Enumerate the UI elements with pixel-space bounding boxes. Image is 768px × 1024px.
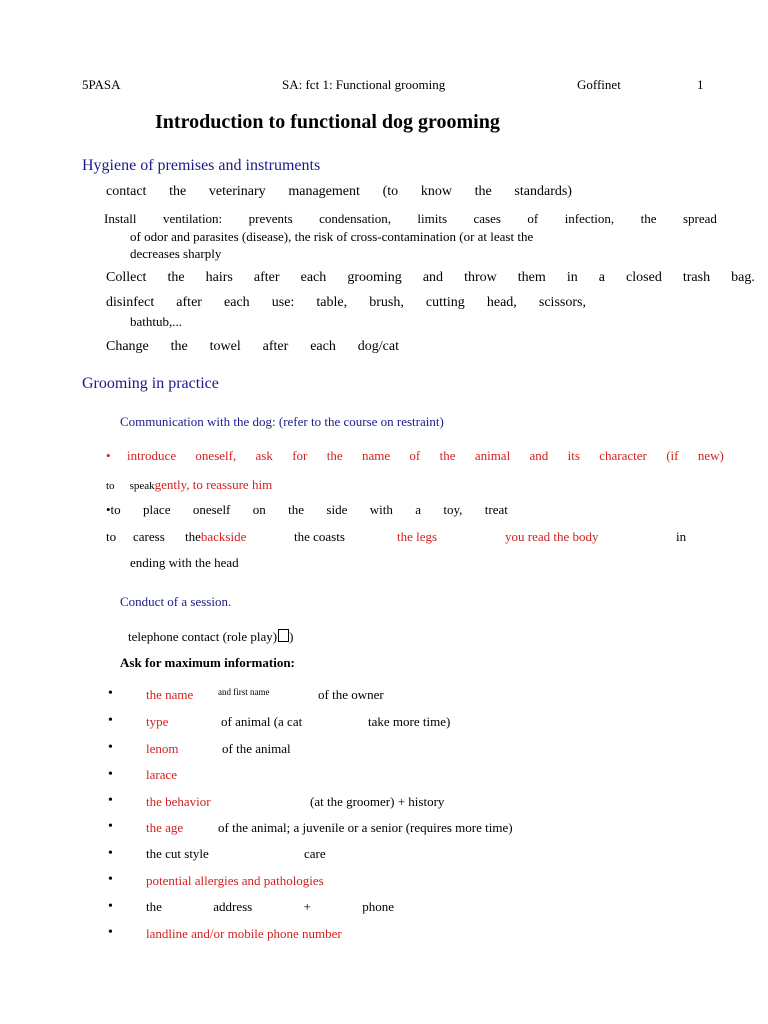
hygiene-line-towel: Change the towel after each dog/cat <box>106 339 399 354</box>
communication-legs: the legs <box>397 529 438 544</box>
hygiene-line-disinfect: disinfect after each use: table, brush, cutting head, scissors, <box>106 295 586 310</box>
subheading-session: Conduct of a session. <box>120 594 232 609</box>
list-item-address: the address + phone <box>146 899 394 914</box>
header-section: SA: fct 1: Functional grooming <box>282 77 446 92</box>
list-item-larace: larace <box>146 767 178 782</box>
communication-in: in <box>676 529 687 544</box>
checkbox-icon <box>278 629 289 642</box>
header-course-code: 5PASA <box>82 77 121 92</box>
list-item-lenom: lenom <box>146 741 179 756</box>
header-author: Goffinet <box>577 77 621 92</box>
list-item-phone-number: landline and/or mobile phone number <box>146 926 342 941</box>
hygiene-ventilation-cont-2: decreases sharply <box>130 246 222 261</box>
hygiene-line-contact: contact the veterinary management (to know the standards) <box>106 184 572 199</box>
communication-body: you read the body <box>505 529 599 544</box>
section-heading-practice: Grooming in practice <box>82 375 219 392</box>
session-ask-label: Ask for maximum information: <box>120 655 295 670</box>
list-bullet: • <box>108 740 113 755</box>
communication-line-caress-to: to <box>106 529 117 544</box>
communication-line-caress-word: caress <box>133 529 165 544</box>
list-item-age-rest: of the animal; a juvenile or a senior (requires more time) <box>218 820 513 835</box>
list-item-name-rest: of the owner <box>318 687 384 702</box>
list-item-type: type <box>146 714 169 729</box>
hygiene-disinfect-cont: bathtub,... <box>130 314 182 329</box>
section-heading-hygiene: Hygiene of premises and instruments <box>82 157 321 174</box>
hygiene-line-ventilation: Install ventilation: prevents condensation, limits cases of infection, the spread <box>104 211 717 226</box>
list-bullet: • <box>108 713 113 728</box>
list-item-cut-style-rest: care <box>304 846 326 861</box>
communication-coasts: the coasts <box>294 529 345 544</box>
list-item-lenom-rest: of the animal <box>222 741 291 756</box>
session-phone-contact: telephone contact (role play) ) <box>128 629 294 644</box>
list-item-name: the name <box>146 687 194 702</box>
list-item-type-rest: of animal (a cat <box>221 714 303 729</box>
list-item-type-rest2: take more time) <box>368 714 451 729</box>
list-bullet: • <box>108 686 113 701</box>
list-item-behavior: the behavior <box>146 794 211 809</box>
list-bullet: • <box>108 767 113 782</box>
list-bullet: • <box>108 819 113 834</box>
list-item-allergies: potential allergies and pathologies <box>146 873 324 888</box>
communication-bullet: • <box>106 448 111 463</box>
list-bullet: • <box>108 872 113 887</box>
list-bullet: • <box>108 846 113 861</box>
list-bullet: • <box>108 925 113 940</box>
communication-caress-cont: ending with the head <box>130 555 239 570</box>
header-page-number: 1 <box>697 77 704 92</box>
hygiene-line-collect: Collect the hairs after each grooming and throw them in a closed trash bag. <box>106 270 755 285</box>
list-item-name-small: and first name <box>218 687 270 697</box>
list-item-cut-style: the cut style <box>146 846 209 861</box>
communication-line-place: •to place oneself on the side with a toy, treat <box>106 502 508 517</box>
subheading-communication: Communication with the dog: (refer to the course on restraint) <box>120 414 444 429</box>
communication-line-speak: to speakgently, to reassure him <box>106 477 273 492</box>
list-bullet: • <box>108 899 113 914</box>
communication-line-introduce: introduce oneself, ask for the name of the animal and its character (if new) <box>127 448 724 463</box>
page-title: Introduction to functional dog grooming <box>155 111 500 133</box>
communication-line-caress: thebackside <box>185 529 247 544</box>
list-item-age: the age <box>146 820 184 835</box>
list-bullet: • <box>108 793 113 808</box>
hygiene-ventilation-cont-1: of odor and parasites (disease), the risk of cross-contamination (or at least the <box>130 229 534 244</box>
list-item-behavior-rest: (at the groomer) + history <box>310 794 445 809</box>
